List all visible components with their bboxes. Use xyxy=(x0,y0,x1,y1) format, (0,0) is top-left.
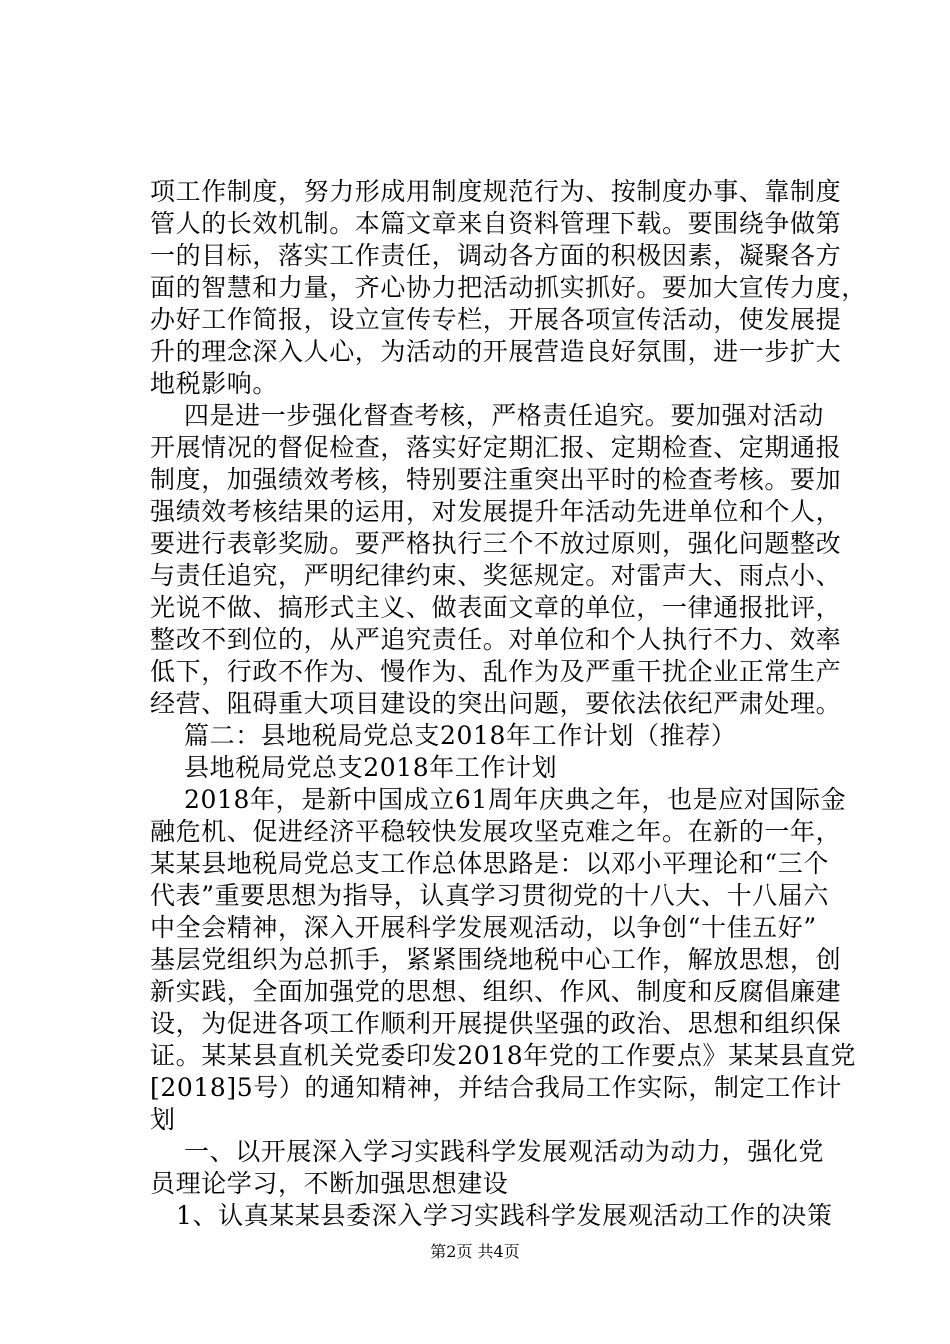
body-text-line: 制度，加强绩效考核，特别要注重突出平时的检查考核。要加 xyxy=(150,465,842,494)
subsection-heading: 一、以开展深入学习实践科学发展观活动为动力，强化党 xyxy=(184,1137,825,1166)
body-text-line: 划 xyxy=(150,1105,176,1134)
body-text-line: 低下，行政不作为、慢作为、乱作为及严重干扰企业正常生产 xyxy=(150,657,842,686)
document-title: 县地税局党总支2018年工作计划 xyxy=(184,753,558,782)
body-text-line: 基层党组织为总抓手，紧紧围绕地税中心工作，解放思想，创 xyxy=(150,945,842,974)
body-text-line: 设，为促进各项工作顺利开展提供坚强的政治、思想和组织保 xyxy=(150,1009,842,1038)
body-text-line: 一的目标，落实工作责任，调动各方面的积极因素，凝聚各方 xyxy=(150,241,842,270)
section-heading: 篇二：县地税局党总支2018年工作计划（推荐） xyxy=(184,721,737,750)
body-text-line: 办好工作简报，设立宣传专栏，开展各项宣传活动，使发展提 xyxy=(150,305,842,334)
page-number-footer: 第2页 共4页 xyxy=(430,1242,520,1261)
body-text-line: 升的理念深入人心，为活动的开展营造良好氛围，进一步扩大 xyxy=(150,337,842,366)
body-text-line: 整改不到位的，从严追究责任。对单位和个人执行不力、效率 xyxy=(150,625,842,654)
body-text-line: 新实践，全面加强党的思想、组织、作风、制度和反腐倡廉建 xyxy=(150,977,842,1006)
body-text-line: 面的智慧和力量，齐心协力把活动抓实抓好。要加大宣传力度， xyxy=(150,273,867,302)
body-text-line: 中全会精神，深入开展科学发展观活动，以争创“十佳五好” xyxy=(150,913,817,942)
body-text-line: 地税影响。 xyxy=(150,369,279,398)
body-text-line: 某某县地税局党总支工作总体思路是：以邓小平理论和“三个 xyxy=(150,849,829,878)
body-text-line: 代表”重要思想为指导，认真学习贯彻党的十八大、十八届六 xyxy=(150,881,829,910)
body-text-line: 要进行表彰奖励。要严格执行三个不放过原则，强化问题整改 xyxy=(150,529,842,558)
paragraph-start-line: 2018年，是新中国成立61周年庆典之年，也是应对国际金 xyxy=(184,785,847,814)
body-text-line: 与责任追究，严明纪律约束、奖惩规定。对雷声大、雨点小、 xyxy=(150,561,842,590)
body-text-line: 证。某某县直机关党委印发2018年党的工作要点》某某县直党 xyxy=(150,1041,857,1070)
body-text-line: 融危机、促进经济平稳较快发展攻坚克难之年。在新的一年， xyxy=(150,817,842,846)
body-text-line: 强绩效考核结果的运用，对发展提升年活动先进单位和个人， xyxy=(150,497,842,526)
paragraph-start-line: 四是进一步强化督查考核，严格责任追究。要加强对活动 xyxy=(184,401,825,430)
subsection-heading-continued: 员理论学习，不断加强思想建设 xyxy=(150,1169,509,1198)
body-text-line: [2018]5号）的通知精神，并结合我局工作实际，制定工作计 xyxy=(150,1073,843,1102)
body-text-line: 经营、阻碍重大项目建设的突出问题，要依法依纪严肃处理。 xyxy=(150,689,842,718)
list-item-line: 1、认真某某县委深入学习实践科学发展观活动工作的决策 xyxy=(176,1201,833,1230)
body-text-line: 管人的长效机制。本篇文章来自资料管理下载。要围绕争做第 xyxy=(150,209,842,238)
body-text-line: 项工作制度，努力形成用制度规范行为、按制度办事、靠制度 xyxy=(150,177,842,206)
body-text-line: 光说不做、搞形式主义、做表面文章的单位，一律通报批评， xyxy=(150,593,842,622)
body-text-line: 开展情况的督促检查，落实好定期汇报、定期检查、定期通报 xyxy=(150,433,842,462)
